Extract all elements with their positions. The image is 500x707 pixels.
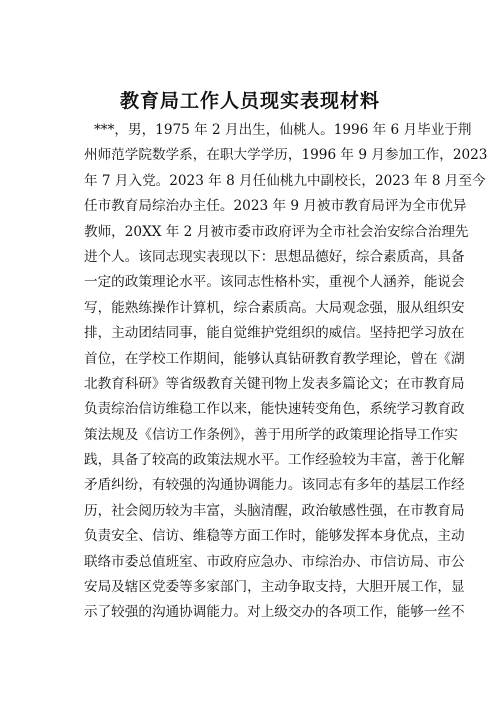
body-line: 进个人。该同志现实表现以下：思想品德好，综合素质高，具备 <box>84 248 465 265</box>
body-line: ***，男，1975 年 2 月出生，仙桃人。1996 年 6 月毕业于荆 <box>94 122 472 138</box>
body-line: 写，能熟练操作计算机，综合素质高。大局观念强，服从组织安 <box>84 299 465 316</box>
body-line: 矛盾纠纷，有较强的沟通协调能力。该同志有多年的基层工作经 <box>84 477 465 494</box>
body-line: 任市教育局综治办主任。2023 年 9 月被市教育局评为全市优异 <box>84 198 467 215</box>
body-line: 示了较强的沟通协调能力。对上级交办的各项工作，能够一丝不 <box>84 604 465 621</box>
body-line: 历，社会阅历较为丰富，头脑清醒，政治敏感性强，在市教育局 <box>84 502 465 519</box>
body-line: 教师，20XX 年 2 月被市委市政府评为全市社会治安综合治理先 <box>84 223 469 240</box>
body-line: 州师范学院数学系，在职大学学历，1996 年 9 月参加工作，2023 <box>84 147 488 164</box>
body-line: 负责综治信访维稳工作以来，能快速转变角色，系统学习教育政 <box>84 401 465 418</box>
body-line: 践，具备了较高的政策法规水平。工作经验较为丰富，善于化解 <box>84 452 465 469</box>
body-line: 安局及辖区党委等多家部门，主动争取支持，大胆开展工作，显 <box>84 579 465 596</box>
body-line: 排，主动团结同事，能自觉维护党组织的威信。坚持把学习放在 <box>84 325 465 342</box>
body-line: 负责安全、信访、维稳等方面工作时，能够发挥本身优点，主动 <box>84 528 465 545</box>
document-body <box>84 118 488 626</box>
body-line: 一定的政策理论水平。该同志性格朴实，重视个人涵养，能说会 <box>84 274 465 291</box>
body-line: 首位，在学校工作期间，能够认真钻研教育教学理论，曾在《湖 <box>84 350 465 367</box>
body-line: 策法规及《信访工作条例》，善于用所学的政策理论指导工作实 <box>84 426 458 443</box>
body-line: 北教育科研》等省级教育关键刊物上发表多篇论文；在市教育局 <box>84 375 465 392</box>
document-title: 教育局工作人员现实表现材料 <box>119 90 380 112</box>
body-line: 联络市委总值班室、市政府应急办、市综治办、市信访局、市公 <box>84 553 465 570</box>
body-line: 年 7 月入党。2023 年 8 月任仙桃九中副校长，2023 年 8 月至今 <box>84 172 486 189</box>
